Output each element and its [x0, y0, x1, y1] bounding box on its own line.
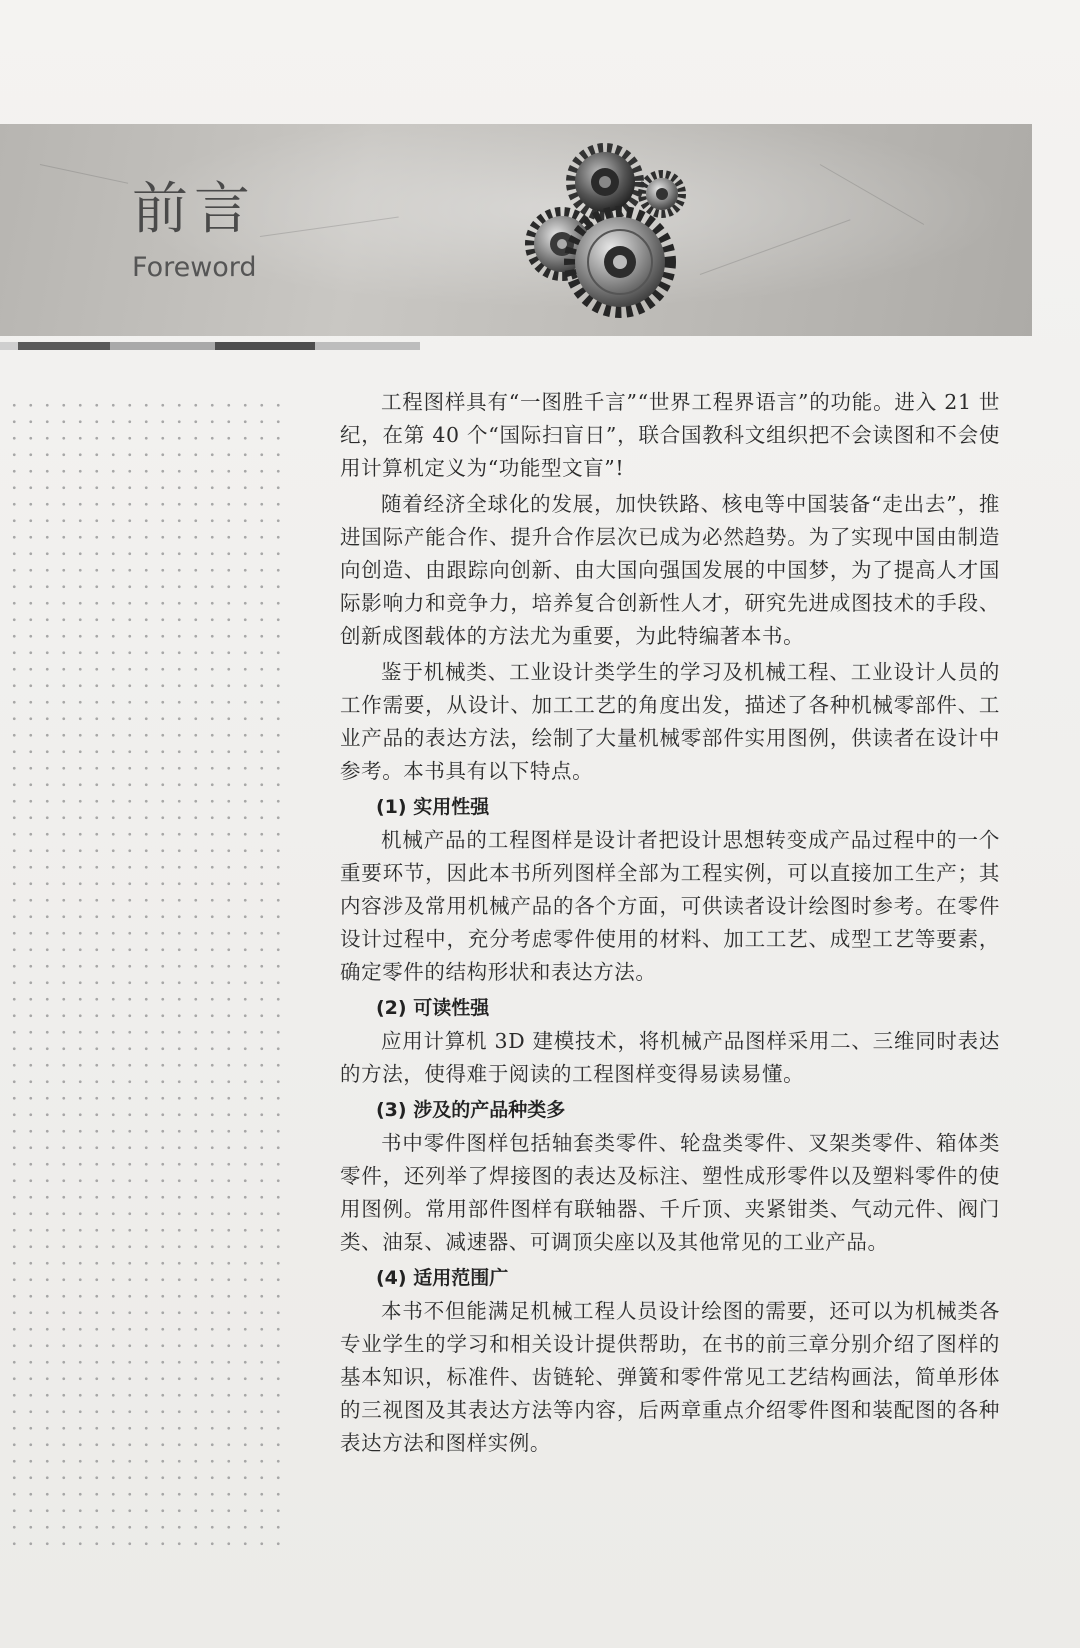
page-subtitle: Foreword: [132, 252, 257, 283]
bar-segment: [315, 342, 420, 350]
bar-segment: [215, 342, 315, 350]
gear-small: [642, 174, 682, 214]
gears-icon: [520, 134, 720, 334]
banner-texture: [820, 164, 924, 225]
feature-text: 书中零件图样包括轴套类零件、轮盘类零件、叉架类零件、箱体类零件，还列举了焊接图的表达及标注、塑性成形零件以及塑料零件的使用图例。常用部件图样有联轴器、千斤顶、夹紧钳类、气动元件、阀门类、油泵、减速器、可调顶尖座以及其他常见的工业产品。: [340, 1131, 1000, 1254]
feature-heading: (2) 可读性强: [376, 997, 490, 1019]
bar-segment: [110, 342, 215, 350]
feature-text: 机械产品的工程图样是设计者把设计思想转变成产品过程中的一个重要环节，因此本书所列图样全部为工程实例，可以直接加工生产；其内容涉及常用机械产品的各个方面，可供读者设计绘图时参考。在零件设计过程中，充分考虑零件使用的材料、加工工艺、成型工艺等要素，确定零件的结构形状和表达方法。: [340, 828, 1000, 984]
feature-heading: (1) 实用性强: [376, 796, 490, 818]
banner-texture: [260, 217, 399, 237]
page-title: 前言: [132, 177, 256, 242]
dot-grid-decoration: [0, 395, 285, 1555]
feature-text: 本书不但能满足机械工程人员设计绘图的需要，还可以为机械类各专业学生的学习和相关设计提供帮助，在书的前三章分别介绍了图样的基本知识，标准件、齿链轮、弹簧和零件常见工艺结构画法，简单形体的三视图及其表达方法等内容，后两章重点介绍零件图和装配图的各种表达方法和图样实例。: [340, 1299, 1000, 1455]
paragraph: 鉴于机械类、工业设计类学生的学习及机械工程、工业设计人员的工作需要，从设计、加工工艺的角度出发，描述了各种机械零部件、工业产品的表达方法，绘制了大量机械零部件实用图例，供读者在设计中参考。本书具有以下特点。: [340, 660, 1000, 783]
paragraph: 工程图样具有“一图胜千言”“世界工程界语言”的功能。进入 21 世纪，在第 40 个“国际扫盲日”，联合国教科文组织把不会读图和不会使用计算机定义为“功能型文盲”!: [340, 390, 1000, 480]
header-accent-bar: [0, 342, 420, 350]
bar-segment: [18, 342, 110, 350]
feature-text: 应用计算机 3D 建模技术，将机械产品图样采用二、三维同时表达的方法，使得难于阅读的工程图样变得易读易懂。: [340, 1029, 1000, 1086]
header-banner: [0, 124, 1032, 336]
banner-texture: [700, 219, 851, 275]
gear-top: [571, 148, 639, 216]
banner-texture: [40, 164, 128, 184]
feature-heading: (3) 涉及的产品种类多: [376, 1099, 566, 1121]
foreword-body: [340, 386, 1000, 1463]
bar-segment: [0, 342, 18, 350]
feature-heading: (4) 适用范围广: [376, 1267, 509, 1289]
paragraph: 随着经济全球化的发展，加快铁路、核电等中国装备“走出去”，推进国际产能合作、提升合作层次已成为必然趋势。为了实现中国由制造向创造、由跟踪向创新、由大国向强国发展的中国梦，为了提高人才国际影响力和竞争力，培养复合创新性人才，研究先进成图技术的手段、创新成图载体的方法尤为重要，为此特编著本书。: [340, 492, 1000, 648]
